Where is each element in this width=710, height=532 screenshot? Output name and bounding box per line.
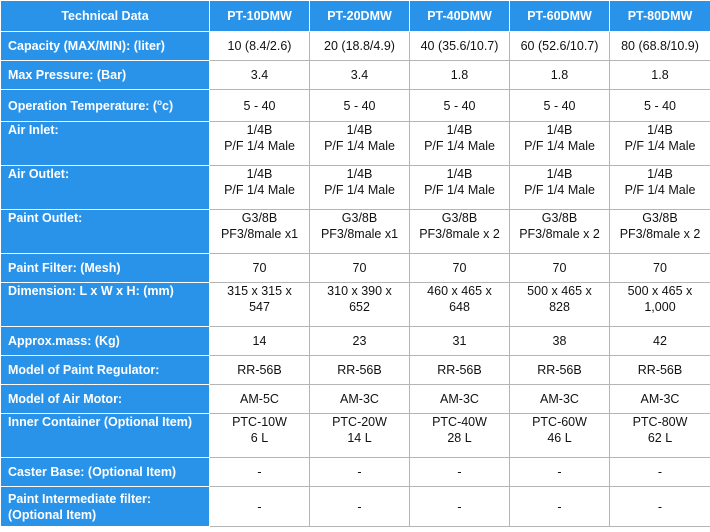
cell-line: 1.8	[651, 68, 669, 82]
row-label: Dimension: L x W x H: (mm)	[1, 283, 210, 327]
cell-line: 38	[552, 334, 567, 348]
header-technical-data: Technical Data	[1, 1, 210, 32]
table-cell	[210, 90, 310, 122]
cell-line: 5 - 40	[343, 98, 376, 113]
cell-line: 5 - 40	[644, 98, 676, 113]
cell-line: G3/8B	[341, 211, 378, 225]
table-cell	[410, 356, 510, 385]
row-label: Caster Base: (Optional Item)	[1, 458, 210, 487]
table-cell	[210, 414, 310, 458]
cell-line: 5 - 40	[443, 98, 476, 113]
cell-line: 31	[452, 334, 467, 348]
cell-line: 1/4B	[246, 123, 273, 137]
row-paint-regulator	[1, 356, 710, 385]
cell-line: 500 x 465 x	[627, 284, 693, 298]
cell-line: G3/8B	[541, 211, 578, 225]
table-cell	[410, 385, 510, 414]
table-cell	[210, 32, 310, 61]
table-cell	[610, 414, 710, 458]
row-air-motor	[1, 385, 710, 414]
table-body	[1, 32, 710, 527]
cell-line: -	[457, 465, 462, 479]
table-header	[1, 1, 710, 32]
cell-line: RR-56B	[237, 363, 282, 377]
row-dimension	[1, 283, 710, 327]
table-cell	[310, 414, 410, 458]
cell-line: G3/8B	[241, 211, 278, 225]
header-row	[1, 1, 710, 32]
table-cell	[210, 122, 310, 166]
cell-line: RR-56B	[337, 363, 382, 377]
table-cell	[610, 283, 710, 327]
cell-line: PF3/8male x1	[320, 227, 399, 241]
row-label-text: Operation Temperature: (	[8, 98, 158, 113]
row-label: Air Inlet:	[1, 122, 210, 166]
row-max-pressure	[1, 61, 710, 90]
table-cell	[510, 385, 610, 414]
table-cell	[410, 414, 510, 458]
table-cell	[410, 166, 510, 210]
row-air-outlet	[1, 166, 710, 210]
table-cell	[210, 61, 310, 90]
cell-line: P/F 1/4 Male	[424, 139, 495, 153]
cell-line: G3/8B	[441, 211, 478, 225]
table-cell	[510, 283, 610, 327]
cell-line: 70	[653, 261, 667, 275]
cell-line: P/F 1/4 Male	[224, 183, 295, 197]
cell-line: 70	[252, 261, 267, 275]
row-paint-filter	[1, 254, 710, 283]
table-cell	[310, 61, 410, 90]
cell-line: RR-56B	[537, 363, 582, 377]
cell-line: 1/4B	[246, 167, 273, 181]
table-cell	[310, 458, 410, 487]
cell-line: PTC-40W	[432, 415, 487, 429]
cell-line: PTC-20W	[332, 415, 387, 429]
table-cell	[610, 385, 710, 414]
cell-line: PTC-10W	[232, 415, 287, 429]
cell-line: -	[257, 499, 262, 514]
row-label	[1, 90, 210, 122]
cell-line: 5 - 40	[543, 98, 576, 113]
cell-line: PF3/8male x1	[220, 227, 299, 241]
table-cell	[610, 32, 710, 61]
cell-line: 1/4B	[546, 123, 573, 137]
table-cell	[210, 458, 310, 487]
cell-line: AM-5C	[240, 392, 279, 406]
row-capacity	[1, 32, 710, 61]
cell-line: 70	[552, 261, 567, 275]
cell-line: -	[457, 499, 462, 514]
cell-line: 20 (18.8/4.9)	[324, 39, 395, 53]
table-cell	[210, 487, 310, 527]
cell-line: AM-3C	[540, 392, 579, 406]
cell-line: 1/4B	[446, 123, 473, 137]
cell-line: 6 L	[250, 431, 269, 445]
row-label: Capacity (MAX/MIN): (liter)	[1, 32, 210, 61]
row-air-inlet	[1, 122, 710, 166]
table-cell	[410, 90, 510, 122]
table-cell	[510, 327, 610, 356]
table-cell	[310, 122, 410, 166]
table-cell	[510, 32, 610, 61]
row-label-line: Paint Intermediate filter:	[8, 491, 152, 506]
cell-line: 1.8	[550, 68, 569, 82]
cell-line: PF3/8male x 2	[619, 227, 701, 241]
row-label: Air Outlet:	[1, 166, 210, 210]
cell-line: RR-56B	[637, 363, 683, 377]
row-label	[1, 487, 210, 527]
table-cell	[410, 458, 510, 487]
row-label: Paint Outlet:	[1, 210, 210, 254]
row-label: Inner Container (Optional Item)	[1, 414, 210, 458]
cell-line: -	[657, 465, 663, 479]
cell-line: 62 L	[647, 431, 673, 445]
table-cell	[510, 414, 610, 458]
header-pt-40dmw: PT-40DMW	[410, 1, 510, 32]
table-cell	[210, 327, 310, 356]
cell-line: P/F 1/4 Male	[624, 139, 696, 153]
table-cell	[310, 327, 410, 356]
table-cell	[410, 210, 510, 254]
cell-line: PTC-80W	[632, 415, 688, 429]
table-cell	[610, 356, 710, 385]
cell-line: 5 - 40	[243, 98, 276, 113]
cell-line: -	[257, 465, 262, 479]
cell-line: 28 L	[447, 431, 472, 445]
table-cell	[210, 166, 310, 210]
cell-line: -	[357, 465, 362, 479]
cell-line: P/F 1/4 Male	[224, 139, 295, 153]
cell-line: 1/4B	[346, 123, 373, 137]
cell-line: 60 (52.6/10.7)	[520, 39, 599, 53]
row-approx-mass	[1, 327, 710, 356]
table-cell	[610, 487, 710, 527]
cell-line: 648	[449, 300, 470, 314]
row-label: Model of Paint Regulator:	[1, 356, 210, 385]
table-cell	[310, 487, 410, 527]
cell-line: -	[557, 499, 562, 514]
table-cell	[210, 210, 310, 254]
table-cell	[510, 166, 610, 210]
table-cell	[510, 458, 610, 487]
cell-line: 10 (8.4/2.6)	[227, 39, 292, 53]
table-cell	[410, 61, 510, 90]
row-label: Model of Air Motor:	[1, 385, 210, 414]
table-cell	[310, 356, 410, 385]
table-cell	[510, 487, 610, 527]
table-cell	[510, 210, 610, 254]
header-pt-10dmw: PT-10DMW	[210, 1, 310, 32]
table-cell	[310, 32, 410, 61]
cell-line: 1/4B	[346, 167, 373, 181]
cell-line: PTC-60W	[532, 415, 587, 429]
cell-line: 14	[252, 334, 267, 348]
table-cell	[410, 122, 510, 166]
cell-line: 310 x 390 x	[327, 284, 392, 298]
table-cell	[210, 283, 310, 327]
cell-line: 652	[349, 300, 370, 314]
cell-line: RR-56B	[437, 363, 482, 377]
cell-line: 3.4	[250, 68, 269, 82]
table-cell	[510, 254, 610, 283]
row-operation-temperature	[1, 90, 710, 122]
table-cell	[610, 458, 710, 487]
table-cell	[610, 327, 710, 356]
cell-line: 80 (68.8/10.9)	[621, 39, 699, 53]
cell-line: 547	[249, 300, 270, 314]
table-cell	[510, 61, 610, 90]
table-cell	[410, 487, 510, 527]
cell-line: 1,000	[644, 300, 676, 314]
row-label: Paint Filter: (Mesh)	[1, 254, 210, 283]
cell-line: 3.4	[350, 68, 369, 82]
row-paint-intermediate-filter	[1, 487, 710, 527]
cell-line: PF3/8male x 2	[419, 227, 500, 241]
degree-superscript: o	[157, 97, 162, 107]
cell-line: P/F 1/4 Male	[524, 139, 595, 153]
table-cell	[610, 90, 710, 122]
row-caster-base	[1, 458, 710, 487]
cell-line: AM-3C	[340, 392, 379, 406]
cell-line: -	[557, 465, 562, 479]
cell-line: 1.8	[450, 68, 469, 82]
row-label-text: c)	[162, 98, 174, 113]
cell-line: P/F 1/4 Male	[324, 139, 395, 153]
cell-line: -	[657, 499, 663, 514]
header-pt-20dmw: PT-20DMW	[310, 1, 410, 32]
table-cell	[610, 61, 710, 90]
table-cell	[510, 122, 610, 166]
cell-line: 1/4B	[546, 167, 573, 181]
table-cell	[510, 90, 610, 122]
table-cell	[310, 166, 410, 210]
table-cell	[210, 356, 310, 385]
cell-line: -	[357, 499, 362, 514]
table-cell	[410, 283, 510, 327]
table-cell	[610, 166, 710, 210]
cell-line: 460 x 465 x	[427, 284, 492, 298]
cell-line: 23	[352, 334, 367, 348]
cell-line: 500 x 465 x	[527, 284, 592, 298]
cell-line: 828	[549, 300, 570, 314]
table-cell	[310, 210, 410, 254]
cell-line: P/F 1/4 Male	[624, 183, 696, 197]
row-label-line: (Optional Item)	[8, 507, 97, 522]
cell-line: 1/4B	[446, 167, 473, 181]
row-inner-container	[1, 414, 710, 458]
table-cell	[210, 254, 310, 283]
cell-line: 42	[653, 334, 667, 348]
table-cell	[210, 385, 310, 414]
table-cell	[410, 32, 510, 61]
table-cell	[610, 122, 710, 166]
cell-line: P/F 1/4 Male	[324, 183, 395, 197]
table-cell	[610, 254, 710, 283]
cell-line: AM-3C	[640, 392, 680, 406]
header-pt-60dmw: PT-60DMW	[510, 1, 610, 32]
cell-line: P/F 1/4 Male	[424, 183, 495, 197]
table-cell	[610, 210, 710, 254]
table-cell	[310, 90, 410, 122]
cell-line: 40 (35.6/10.7)	[420, 39, 499, 53]
cell-line: 1/4B	[647, 167, 673, 181]
cell-line: G3/8B	[642, 211, 678, 225]
cell-line: 46 L	[547, 431, 572, 445]
table-cell	[510, 356, 610, 385]
row-label: Max Pressure: (Bar)	[1, 61, 210, 90]
cell-line: 1/4B	[647, 123, 673, 137]
table-cell	[310, 385, 410, 414]
cell-line: 315 x 315 x	[227, 284, 292, 298]
cell-line: 70	[352, 261, 367, 275]
row-paint-outlet	[1, 210, 710, 254]
row-label: Approx.mass: (Kg)	[1, 327, 210, 356]
cell-line: 70	[452, 261, 467, 275]
table-cell	[410, 254, 510, 283]
cell-line: AM-3C	[440, 392, 479, 406]
cell-line: PF3/8male x 2	[519, 227, 600, 241]
cell-line: 14 L	[347, 431, 372, 445]
table-cell	[410, 327, 510, 356]
table-cell	[310, 254, 410, 283]
header-pt-80dmw: PT-80DMW	[610, 1, 710, 32]
table-cell	[310, 283, 410, 327]
cell-line: P/F 1/4 Male	[524, 183, 595, 197]
